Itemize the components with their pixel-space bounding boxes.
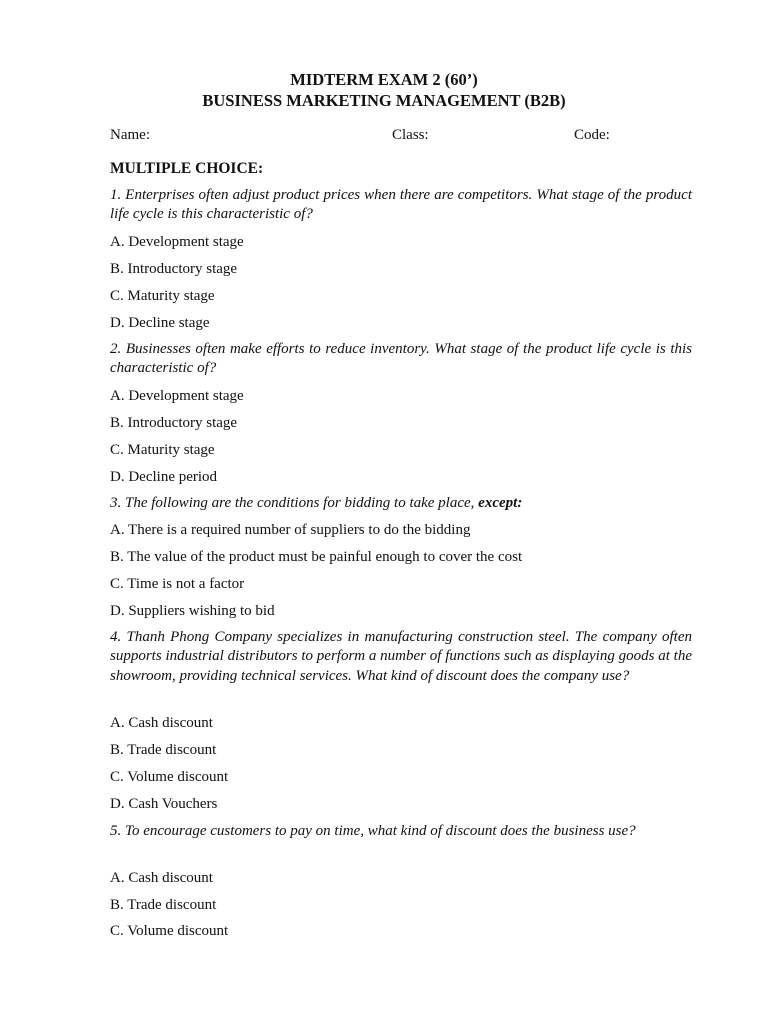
- question-1-option-c: C. Maturity stage: [110, 288, 215, 304]
- question-1-option-b: B. Introductory stage: [110, 261, 238, 277]
- question-2-option-b: B. Introductory stage: [110, 415, 238, 431]
- question-3-option-b: B. The value of the product must be painful enough to cover the cost: [110, 549, 523, 565]
- question-5: 5. To encourage customers to pay on time, what kind of discount does the business use?: [110, 823, 636, 839]
- question-3-option-c: C. Time is not a factor: [110, 576, 245, 592]
- question-4-option-a: A. Cash discount: [110, 715, 213, 731]
- question-1-option-d: D. Decline stage: [110, 315, 210, 331]
- question-5-option-c: C. Volume discount: [110, 923, 229, 939]
- exam-title: MIDTERM EXAM 2 (60’): [290, 70, 478, 89]
- question-5-option-b: B. Trade discount: [110, 897, 217, 913]
- question-4: 4. Thanh Phong Company specializes in manufacturing construction steel. The company often supports industrial distributors to perform a number of functions such as displaying goods at the showroom, providing technical services. What kind of discount does the company use?: [110, 629, 692, 684]
- section-heading: MULTIPLE CHOICE:: [110, 160, 264, 177]
- question-3-option-d: D. Suppliers wishing to bid: [110, 603, 275, 619]
- class-field-label: Class:: [392, 127, 429, 143]
- question-1: 1. Enterprises often adjust product prices when there are competitors. What stage of the product life cycle is this characteristic of?: [110, 187, 692, 223]
- name-field-label: Name:: [110, 127, 150, 143]
- question-4-option-c: C. Volume discount: [110, 769, 229, 785]
- question-5-option-a: A. Cash discount: [110, 870, 213, 886]
- code-field-label: Code:: [574, 127, 610, 143]
- course-title: BUSINESS MARKETING MANAGEMENT (B2B): [202, 91, 566, 110]
- question-4-option-d: D. Cash Vouchers: [110, 796, 218, 812]
- question-1-option-a: A. Development stage: [110, 234, 244, 250]
- question-2-option-a: A. Development stage: [110, 388, 244, 404]
- question-2-option-c: C. Maturity stage: [110, 442, 215, 458]
- question-3-option-a: A. There is a required number of suppliers to do the bidding: [110, 522, 471, 538]
- question-3: [110, 494, 692, 513]
- question-2: 2. Businesses often make efforts to reduce inventory. What stage of the product life cycle is this characteristic of?: [110, 341, 692, 377]
- question-3-emphasis: except:: [478, 495, 523, 511]
- question-4-option-b: B. Trade discount: [110, 742, 217, 758]
- question-3-text: 3. The following are the conditions for bidding to take place,: [110, 495, 475, 511]
- question-2-option-d: D. Decline period: [110, 469, 218, 485]
